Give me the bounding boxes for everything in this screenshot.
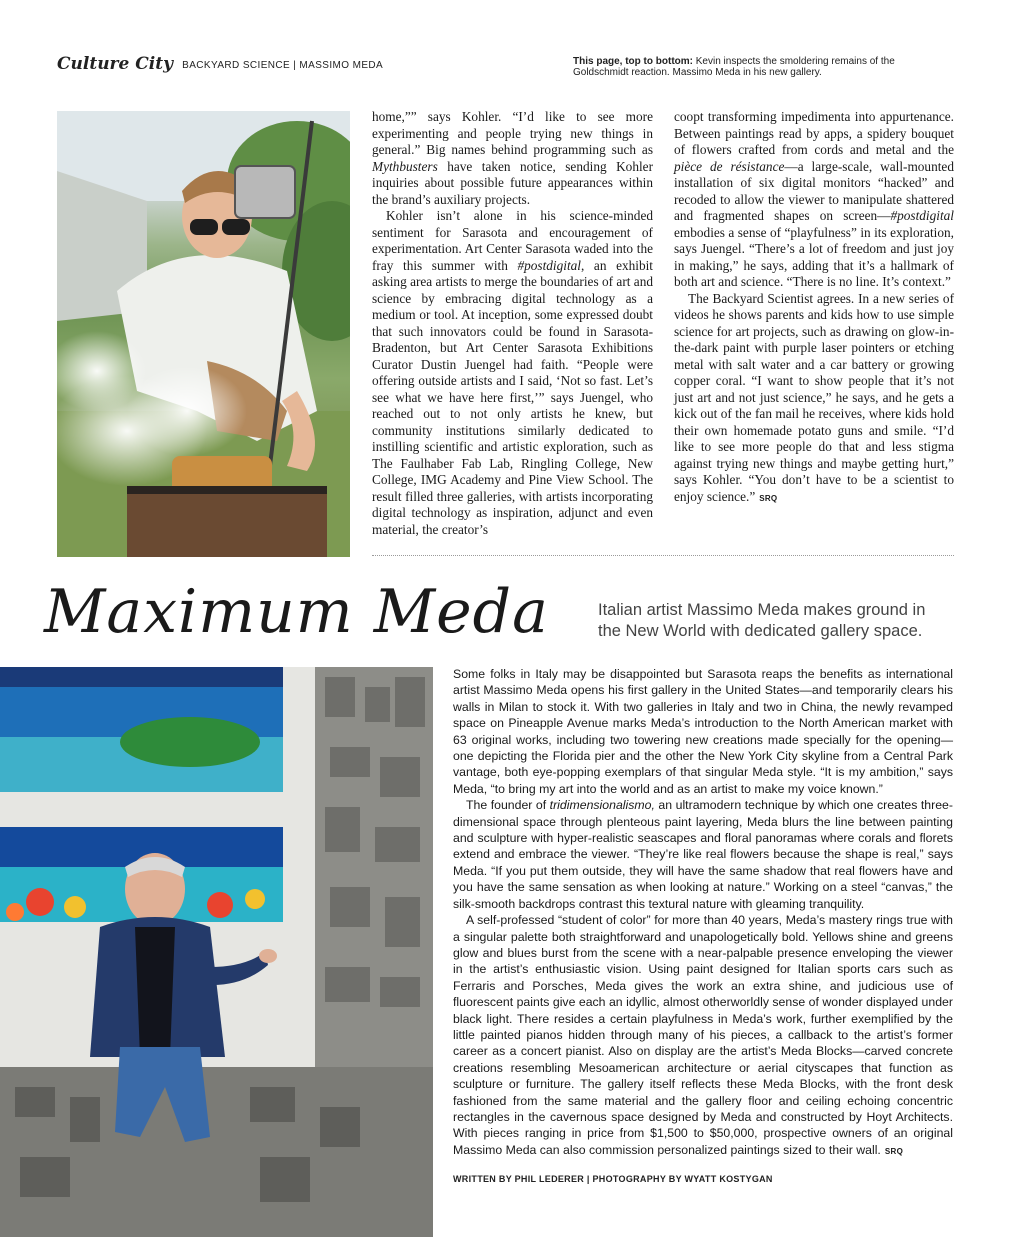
backyard-scientist-illustration: [57, 111, 350, 557]
caption-lead: This page, top to bottom:: [573, 56, 693, 67]
section-label: BACKYARD SCIENCE | MASSIMO MEDA: [182, 60, 384, 71]
upper-paragraph: coopt transforming impedimenta into appurtenance. Between paintings read by apps, a spidery bouquet of flowers crafted from cords and metal and the pièce de résistance—a large-scale, wall-mounted installation of six digital monitors “hacked” and recoded to allow the viewer to manipulate shattered and fragmented shapes on screen—#postdigital embodies a sense of “playfulness” in its exploration, says Juengel. “There’s a lot of freedom and just joy in making,” he says, adding that it’s a hallmark of both art and science. “There is no line. It’s context.”: [674, 109, 954, 289]
feature-paragraph: The founder of tridimensionalismo, an ultramodern technique by which one creates three-dimensional space through plenteous paint layering, Meda blurs the line between painting and sculpture with hyper-realistic seascapes and floral panoramas where corals and florets extend and embrace the viewer. “They’re like real flowers because the shape is real,” says Meda. “If you put them outside, they will have the same shadow that real flowers have and you have the same sensation as when looking at nature.” Working on a steel “canvas,” the silk-smooth backdrops contrast this textural nature with gleaming tranquility.: [453, 798, 953, 911]
feature-title: Maximum Meda: [44, 577, 549, 647]
section-divider: [372, 555, 954, 556]
upper-paragraph: home,”” says Kohler. “I’d like to see more experimenting and people trying new things in general.” Big names behind programming such as Mythbusters have taken notice, sending Kohler inquiries about possible future appearances within the brand’s auxiliary projects.: [372, 109, 653, 207]
feature-deck: Italian artist Massimo Meda makes ground in the New World with dedicated gallery space.: [598, 601, 926, 640]
feature-article-body: [453, 666, 953, 1160]
photo-caption: [573, 56, 923, 78]
feature-paragraph: A self-professed “student of color” for more than 40 years, Meda’s mastery rings true with a singular palette both straightforward and unapologetically bold. Yellows shine and greens glow and blues burst from the scene with a near-palpable presence enveloping the viewer in the artist’s enthusiastic vision. Using paint designed for Italian sports cars such as Ferraris and Porsches, Meda gives the work an extra shine, and judicious use of fluorescent paints give each an idyllic, almost otherworldly sense of wonder displayed under black light. There resides a certain playfulness in Meda’s work, further exemplified by the little painted pianos hidden through many of his pieces, a callback to the artist’s former career as a concert pianist. Also on display are the artist’s Meda Blocks—carved concrete creations resembling Mesoamerican architecture or aerial cityscapes that function as sculpture or furniture. The gallery itself reflects these Meda Blocks, with the front desk fashioned from the same material and the gallery floor and ceiling echoing concentric rectangles in the cavernous space designed by Meda and constructed by Hoyt Architects. With pieces ranging in price from $1,500 to $50,000, prospective owners of an original Massimo Meda can also commission personalized paintings sized to their wall. SRQ: [453, 913, 953, 1157]
feature-paragraph: Some folks in Italy may be disappointed but Sarasota reaps the benefits as international artist Massimo Meda opens his first gallery in the United States—and temporarily clears his walls in Milan to stock it. With two galleries in Italy and two in China, the newly revamped space on Pineapple Avenue marks Meda’s introduction to the North American market with 63 original works, including two towering new creations made specially for the opening—one depicting the Florida pier and the other the New York City skyline from a Central Park vantage, both eye-popping exemplars of that singular Meda style. “It is my ambition,” says Meda, “to bring my art into the world and as an artist to make my voice known.”: [453, 667, 953, 796]
page-header: [57, 54, 383, 74]
upper-paragraph: The Backyard Scientist agrees. In a new series of videos he shows parents and kids how to use simple science for art projects, such as drawing on glow-in-the-dark paint with purple laser pointers or etching metal with salt water and a car battery or growing copper coral. “I want to show people that it’s not just art and not just science,” he says, and he gets a kick out of the fan mail he receives, where kids hold their own homemade potato guns and smile. “I’d like to see more people do that and less stigma against trying new things and maybe getting hurt,” says Kohler. “You don’t have to be a scientist to enjoy science.” SRQ: [674, 290, 954, 504]
backyard-scientist-photo: [57, 111, 350, 557]
srq-end-mark: SRQ: [884, 1146, 904, 1156]
caption-text: Kevin inspects the smoldering remains of the Goldschmidt reaction. Massimo Meda in his new gallery.: [573, 56, 895, 78]
upper-article-column-2: [674, 109, 954, 507]
upper-paragraph: Kohler isn’t alone in his science-minded sentiment for Sarasota and encouragement of experimentation. Art Center Sarasota waded into the fray this summer with #postdigital, an exhibit asking area artists to merge the boundaries of art and science by embracing digital technology as a medium or tool. At inception, some expressed doubt that such innovators could be found in Sarasota-Bradenton, but Art Center Sarasota Exhibitions Curator Dustin Juengel had faith. “People were offering outside artists and I said, ‘Not so fast. Let’s see what we have here first,’” says Juengel, who reached out to not only artists he knew, but community institutions similarly dedicated to instilling scientific and artistic exploration, such as The Faulhaber Fab Lab, Ringling College, New College, IMG Academy and Pine View School. The result filled three galleries, with artists incorporating digital technology as inspiration, adjunct and even material, the creator’s: [372, 208, 653, 537]
brand-logo: Culture City: [57, 54, 173, 74]
srq-end-mark: SRQ: [759, 493, 778, 503]
byline-credit: WRITTEN BY PHIL LEDERER | PHOTOGRAPHY BY WYATT KOSTYGAN: [453, 1174, 773, 1184]
gallery-illustration: [0, 667, 433, 1237]
massimo-meda-photo: [0, 667, 433, 1237]
upper-article-column-1: [372, 109, 653, 538]
